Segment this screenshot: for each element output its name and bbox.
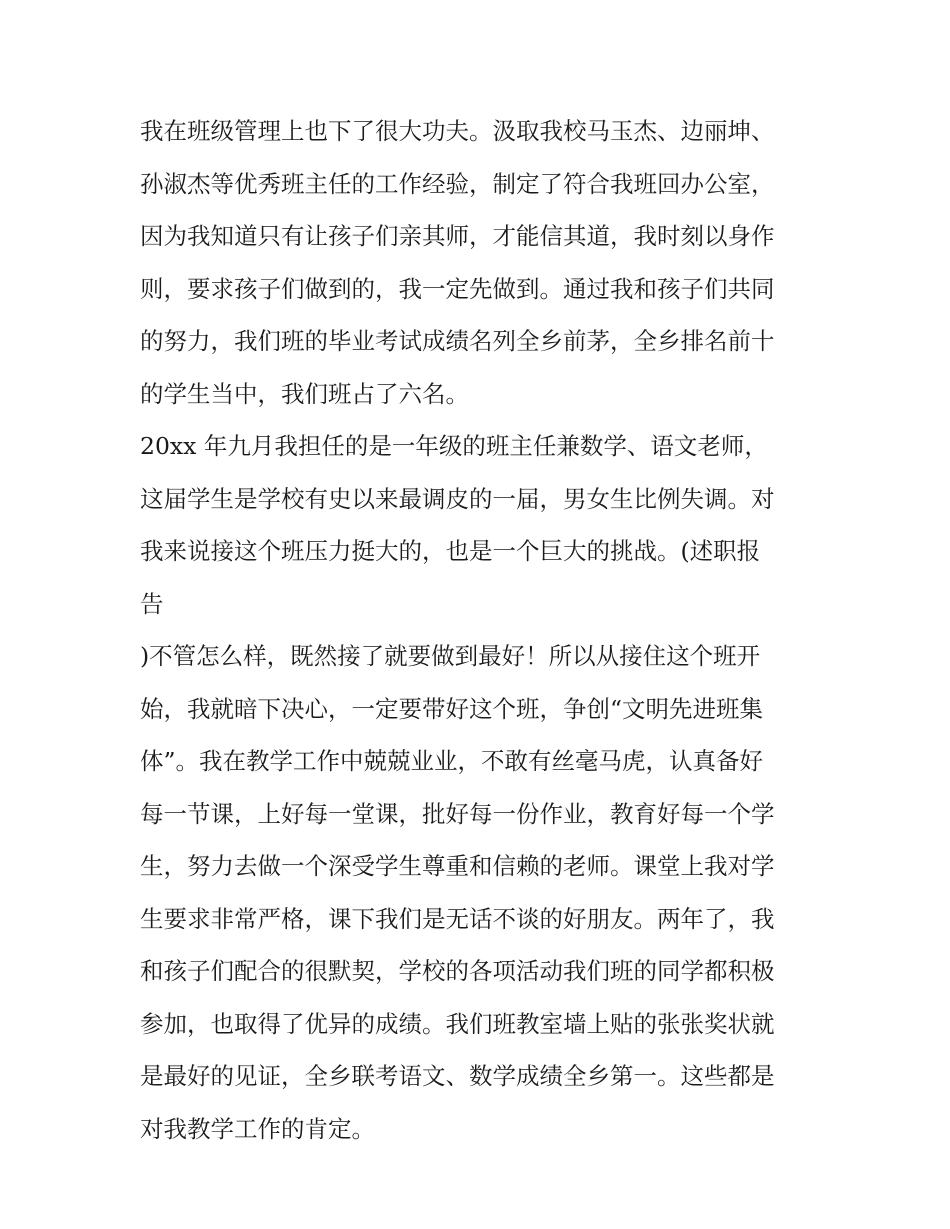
text-line: 参加，也取得了优异的成绩。我们班教室墙上贴的张张奖状就 [140, 1009, 775, 1038]
text-line: 是最好的见证，全乡联考语文、数学成绩全乡第一。这些都是 [140, 1062, 775, 1090]
body-text [140, 105, 830, 1155]
text-line: 则，要求孩子们做到的，我一定先做到。通过我和孩子们共同 [140, 274, 775, 303]
text-line: 的学生当中，我们班占了六名。 [140, 379, 469, 408]
text-line: 对我教学工作的肯定。 [140, 1114, 375, 1143]
text-line: 每一节课，上好每一堂课，批好每一份作业，教育好每一个学 [140, 799, 775, 828]
text-line: 生，努力去做一个深受学生尊重和信赖的老师。课堂上我对学 [140, 852, 775, 880]
text-line: 生要求非常严格，课下我们是无话不谈的好朋友。两年了，我 [140, 904, 775, 933]
text-line: 我来说接这个班压力挺大的，也是一个巨大的挑战。(述职报 [140, 537, 761, 565]
text-line: 告 [140, 589, 164, 618]
text-line: 和孩子们配合的很默契，学校的各项活动我们班的同学都积极 [140, 957, 775, 985]
text-line: 的努力，我们班的毕业考试成绩名列全乡前茅，全乡排名前十 [140, 327, 775, 355]
text-line: 因为我知道只有让孩子们亲其师，才能信其道，我时刻以身作 [140, 222, 775, 250]
text-line: 这届学生是学校有史以来最调皮的一届，男女生比例失调。对 [140, 484, 775, 513]
text-line: 我在班级管理上也下了很大功夫。汲取我校马玉杰、边丽坤、 [140, 117, 775, 145]
text-line: 20xx 年九月我担任的是一年级的班主任兼数学、语文老师， [140, 432, 768, 460]
text-line: 始，我就暗下决心，一定要带好这个班，争创“文明先进班集 [140, 694, 764, 723]
text-line: 体”。我在教学工作中兢兢业业，不敢有丝毫马虎，认真备好 [140, 747, 764, 775]
text-line: )不管怎么样，既然接了就要做到最好！所以从接住这个班开 [140, 642, 761, 670]
text-line: 孙淑杰等优秀班主任的工作经验，制定了符合我班回办公室， [140, 169, 775, 198]
